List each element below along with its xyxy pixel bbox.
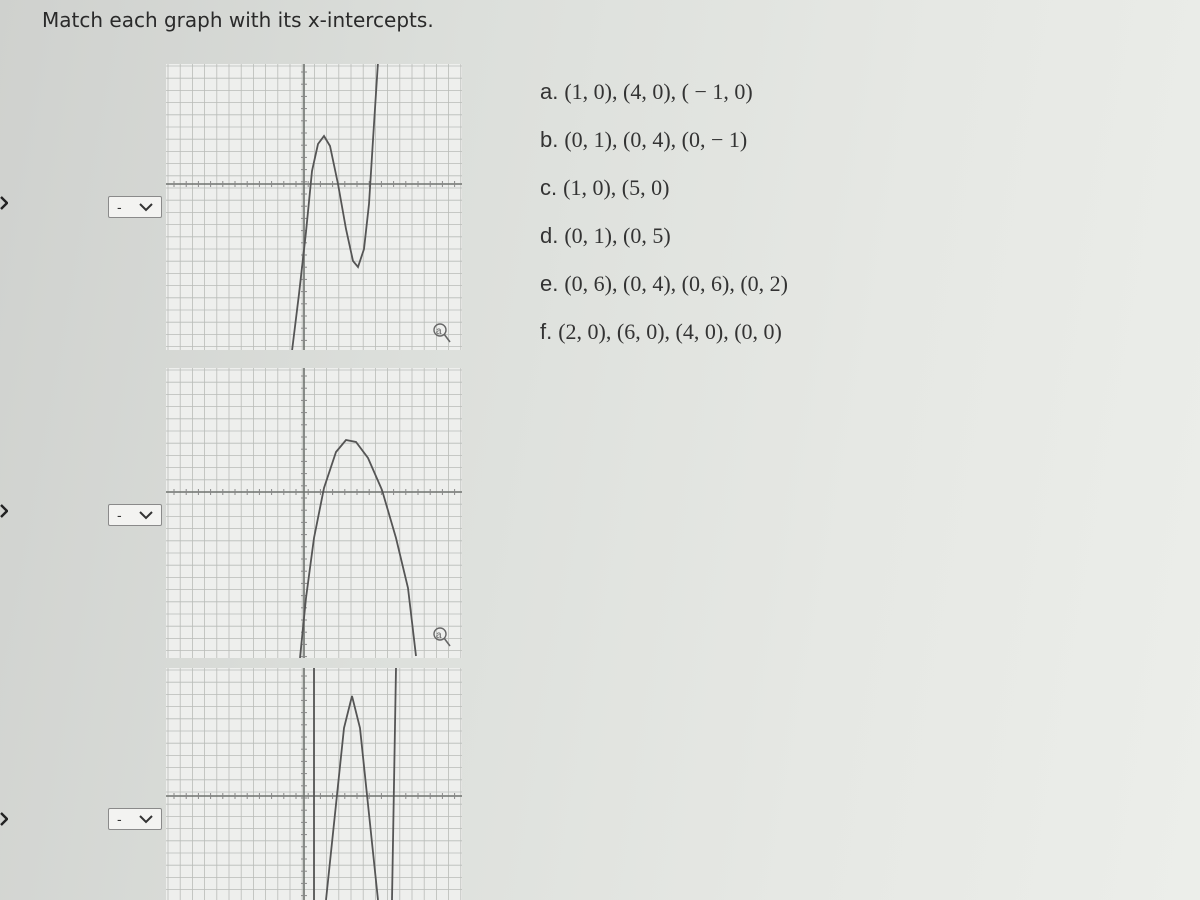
graph-2 <box>166 368 462 658</box>
select-value: - <box>117 811 122 827</box>
option-c: c. (1, 0), (5, 0) <box>540 175 670 200</box>
select-value: - <box>117 507 122 523</box>
graph-1 <box>166 64 462 350</box>
select-value: - <box>117 199 122 215</box>
chevron-down-icon <box>139 815 153 824</box>
chevron-right-icon <box>0 812 8 826</box>
option-b: b. (0, 1), (0, 4), (0, − 1) <box>540 127 748 152</box>
graph-label: a <box>436 630 442 641</box>
option-f: f. (2, 0), (6, 0), (4, 0), (0, 0) <box>540 319 782 344</box>
match-select-graph-3[interactable] <box>108 808 162 830</box>
answer-options <box>540 68 788 356</box>
option-a: a. (1, 0), (4, 0), ( − 1, 0) <box>540 79 753 104</box>
chevron-down-icon <box>139 203 153 212</box>
chevron-down-icon <box>139 511 153 520</box>
graph-label: a <box>436 326 442 337</box>
option-e: e. (0, 6), (0, 4), (0, 6), (0, 2) <box>540 271 788 296</box>
question-title: Match each graph with its x-intercepts. <box>42 8 434 32</box>
chevron-right-icon <box>0 196 8 210</box>
chevron-right-icon <box>0 504 8 518</box>
match-select-graph-2[interactable] <box>108 504 162 526</box>
option-d: d. (0, 1), (0, 5) <box>540 223 671 248</box>
graph-3 <box>166 668 462 900</box>
match-select-graph-1[interactable] <box>108 196 162 218</box>
